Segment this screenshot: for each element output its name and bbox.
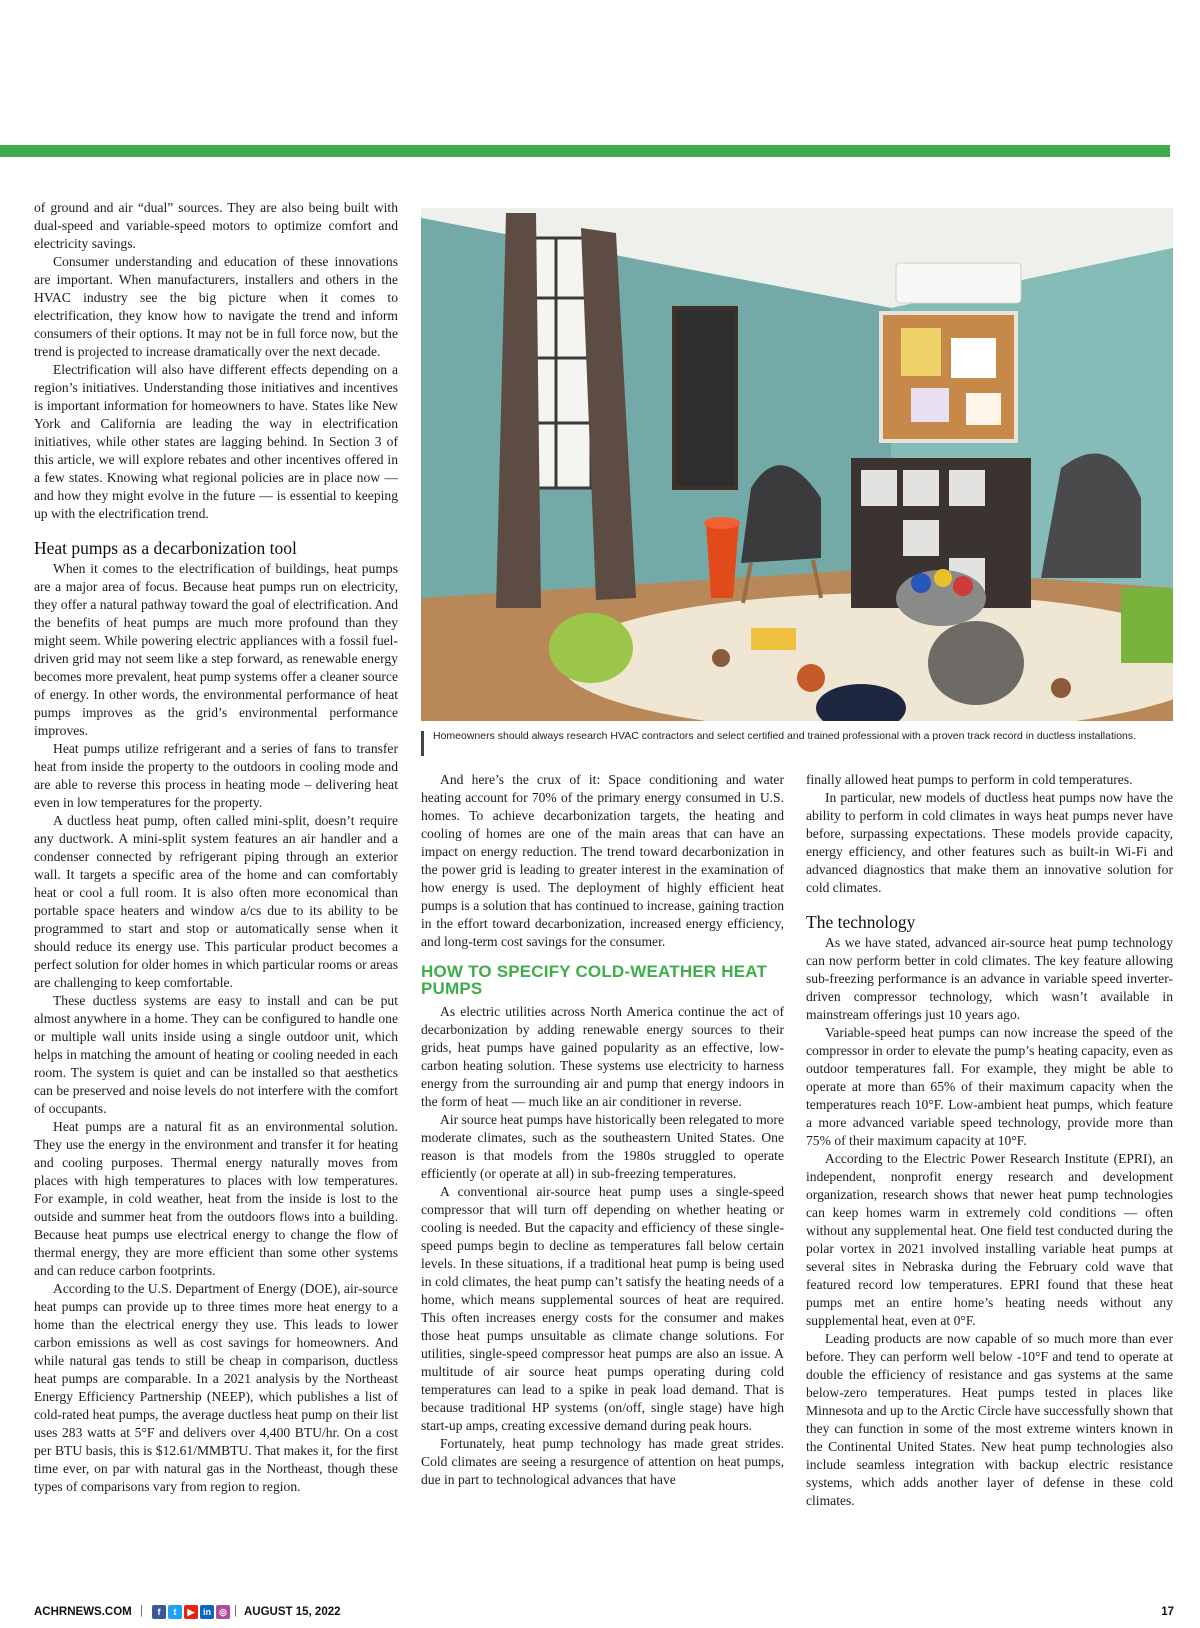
paragraph: A ductless heat pump, often called mini-split, doesn’t require any ductwork. A mini-split system features an air handler and a condenser connected by refrigerant piping through an exterior wall. It targets a specific area of the home and can comfortably heat or cool a full room. It is also often more economical than portable space heaters and window a/cs due to its ability to be programmed to start and stop or automatically sense when it should reduce its energy use. This particular product becomes a perfect solution for older homes in which particular rooms or areas are challenging to keep comfortable.: [34, 813, 398, 990]
section-heading: The technology: [806, 912, 916, 932]
paragraph: of ground and air “dual” sources. They are also being built with dual-speed and variable-speed motors to optimize comfort and electricity savings.: [34, 200, 398, 251]
paragraph: A conventional air-source heat pump uses a single-speed compressor that will turn off depending on whether heating or cooling is needed. But the capacity and efficiency of these single-speed pumps begin to decline as temperatures fall below certain levels. In these situations, if a traditional heat pump is being used in cold climates, the heat pump can’t satisfy the heating needs of a home, which means supplemental sources of heat are required. This often increases energy costs for the consumer and makes those heat pumps unsuitable as climate change solutions. For utilities, single-speed compressor heat pumps are also an issue. A multitude of air source heat pumps operating during cold temperatures can lead to a spike in peak load demand. That is because traditional HP systems (on/off, single stage) have high start-up amps, creating excessive demand during peak hours.: [421, 1184, 784, 1433]
paragraph: Leading products are now capable of so much more than ever before. They can perform well below -10°F and tend to operate at double the efficiency of resistance and gas systems at the same below-zero temperatures. Heat pumps tested in places like Minnesota and up to the Arctic Circle have successfully shown that they can function in some of the most extreme winters known in the Continental United States. New heat pump technologies also include seamless integration with backup electric resistance systems, which adds another layer of defense in these cold climates.: [806, 1331, 1173, 1508]
page-number: 17: [1161, 1606, 1174, 1618]
paragraph: When it comes to the electrification of buildings, heat pumps are a major area of focus. Because heat pumps run on electricity, they offer a natural pathway toward the goal of electrification. And the benefits of heat pumps are much more profound than they might seem. While powering electric appliances with a fossil fuel-driven grid may not seem like a step forward, as renewable energy becomes more prevalent, heat pump systems offer a cleaner source of energy. In other words, the environmental performance of heat pumps improves as the grid’s environmental performance improves.: [34, 561, 398, 738]
page-footer: [34, 1604, 1174, 1622]
right-column: [806, 771, 1173, 1510]
paragraph: As electric utilities across North America continue the act of decarbonization by adding renewable energy sources to their grids, heat pumps have gained popularity as an effective, low-carbon heating solution. These systems use electricity to harness energy from the surrounding air and pump that energy indoors in the form of heat — much like an air conditioner in reverse.: [421, 1004, 784, 1109]
paragraph: Consumer understanding and education of these innovations are important. When manufacturers, installers and others in the HVAC industry see the big picture when it comes to electrification, they know how to navigate the trend and inform consumers of their options. It may not be in full force now, but the trend is projected to increase dramatically over the next decade.: [34, 254, 398, 359]
linkedin-icon[interactable]: in: [200, 1605, 214, 1619]
site-link[interactable]: ACHRNEWS.COM: [34, 1606, 132, 1618]
paragraph: As we have stated, advanced air-source heat pump technology can now perform better in cold climates. The key feature allowing sub-freezing performance is an advance in variable speed inverter-driven compressor technology, which wasn’t available in mainstream offerings just 10 years ago.: [806, 935, 1173, 1022]
paragraph: Heat pumps are a natural fit as an environmental solution. They use the energy in the environment and transfer it for heating and cooling purposes. Thermal energy naturally moves from places with high temperatures to places with low temperatures. For example, in cold weather, heat from the inside is lost to the outside and summer heat from the outdoors flows into a building. Because heat pumps use electrical energy to change the flow of thermal energy, they are more efficient than some other systems and can reduce carbon footprints.: [34, 1119, 398, 1278]
header-accent-bar: [0, 145, 1170, 157]
footer-separator: |: [234, 1605, 237, 1617]
paragraph: finally allowed heat pumps to perform in cold temperatures.: [806, 772, 1133, 787]
instagram-icon[interactable]: ◎: [216, 1605, 230, 1619]
paragraph: According to the Electric Power Research Institute (EPRI), an independent, nonprofit energy research and development organization, research shows that newer heat pump technologies can keep homes warm in extremely cold conditions — often without any supplemental heat. One field test conducted during the polar vortex in 2021 involved installing variable heat pumps at several sites in Nebraska during the February cold wave that featured record low temperatures. EPRI found that these heat pumps met an entire home’s heating needs without any supplemental heat, even at 0°F.: [806, 1151, 1173, 1328]
section-heading: Heat pumps as a decarbonization tool: [34, 538, 297, 558]
paragraph: And here’s the crux of it: Space conditioning and water heating account for 70% of the primary energy consumed in U.S. homes. To achieve decarbonization targets, the heating and cooling of homes are one of the main areas that can have an impact on energy reduction. The trend toward decarbonization in the power grid is leading to greater interest in the examination of how energy is used. The deployment of highly efficient heat pumps is a solution that has continued to increase, gaining traction in the effort toward decarbonization, increased energy efficiency, and long-term cost savings for the consumer.: [421, 772, 784, 949]
facebook-icon[interactable]: f: [152, 1605, 166, 1619]
paragraph: In particular, new models of ductless heat pumps now have the ability to perform in cold climates in ways heat pumps never have before, surpassing expectations. These models provide capacity, energy efficiency, and other features such as built-in Wi-Fi and advanced diagnostics that make them an innovative solution for cold climates.: [806, 790, 1173, 895]
left-column: [34, 199, 398, 1496]
room-photo: [421, 208, 1173, 721]
caption-accent-bar: [421, 731, 424, 756]
middle-column: [421, 771, 784, 1489]
paragraph: These ductless systems are easy to install and can be put almost anywhere in a home. They can be configured to handle one or multiple wall units inside using a single outdoor unit, which helps in matching the amount of heating or cooling needed in each room. The system is quiet and can be installed so that aesthetics can be preserved and noise levels do not interfere with the comfort of occupants.: [34, 993, 398, 1116]
caption-text: Homeowners should always research HVAC contractors and select certified and trained professional with a proven track record in ductless installations.: [433, 730, 1137, 742]
social-icons: [152, 1605, 230, 1619]
paragraph: Air source heat pumps have historically been relegated to more moderate climates, such as the southeastern United States. One reason is that models from the 1980s struggled to operate efficiently (or operate at all) in sub-freezing temperatures.: [421, 1112, 784, 1181]
section-heading: HOW TO SPECIFY COLD-WEATHER HEAT PUMPS: [421, 962, 768, 998]
footer-separator: |: [140, 1605, 143, 1617]
youtube-icon[interactable]: ▶: [184, 1605, 198, 1619]
paragraph: Fortunately, heat pump technology has made great strides. Cold climates are seeing a resurgence of attention on heat pumps, due in part to technological advances that have: [421, 1436, 784, 1487]
paragraph: Electrification will also have different effects depending on a region’s initiatives. Understanding those initiatives and incentives is important information for homeowners to have. States like New York and California are leading the way in electrification initiatives, while other states are lagging behind. In Section 3 of this article, we will explore rebates and other incentives offered in a few states. Knowing what regional policies are in place now — and how they might evolve in the future — is essential to keeping up with the electrification trend.: [34, 362, 398, 521]
photo-caption: [421, 729, 1173, 743]
paragraph: Variable-speed heat pumps can now increase the speed of the compressor in order to elevate the pump’s heating capacity, even as outdoor temperatures fall. For example, they might be able to operate at more than 65% of their maximum capacity when the temperatures reach 10°F. Low-ambient heat pumps, which feature a more advanced variable speed technology, provide more than 75% of their maximum capacity at 10°F.: [806, 1025, 1173, 1148]
twitter-icon[interactable]: t: [168, 1605, 182, 1619]
paragraph: According to the U.S. Department of Energy (DOE), air-source heat pumps can provide up to three times more heat energy to a home than the electrical energy they use. This leads to lower carbon emissions as well as cost savings for homeowners. And while natural gas tends to still be cheap in comparison, ductless heat pumps are comparable. In a 2021 analysis by the Northeast Energy Efficiency Partnership (NEEP), which publishes a list of cold-rated heat pumps, the average ductless heat pump on their list uses 283 watts at 5°F and delivers over 4,400 BTU/hr. On a cost per BTU basis, this is $12.61/MMBTU. That makes it, for the first time ever, on par with natural gas in the Northeast, though these types of comparisons vary from region to region.: [34, 1281, 398, 1494]
paragraph: Heat pumps utilize refrigerant and a series of fans to transfer heat from inside the property to the outdoors in cooling mode and are able to reverse this process in heating mode – delivering heat even in low temperatures for the property.: [34, 741, 398, 810]
issue-date: AUGUST 15, 2022: [244, 1606, 341, 1618]
